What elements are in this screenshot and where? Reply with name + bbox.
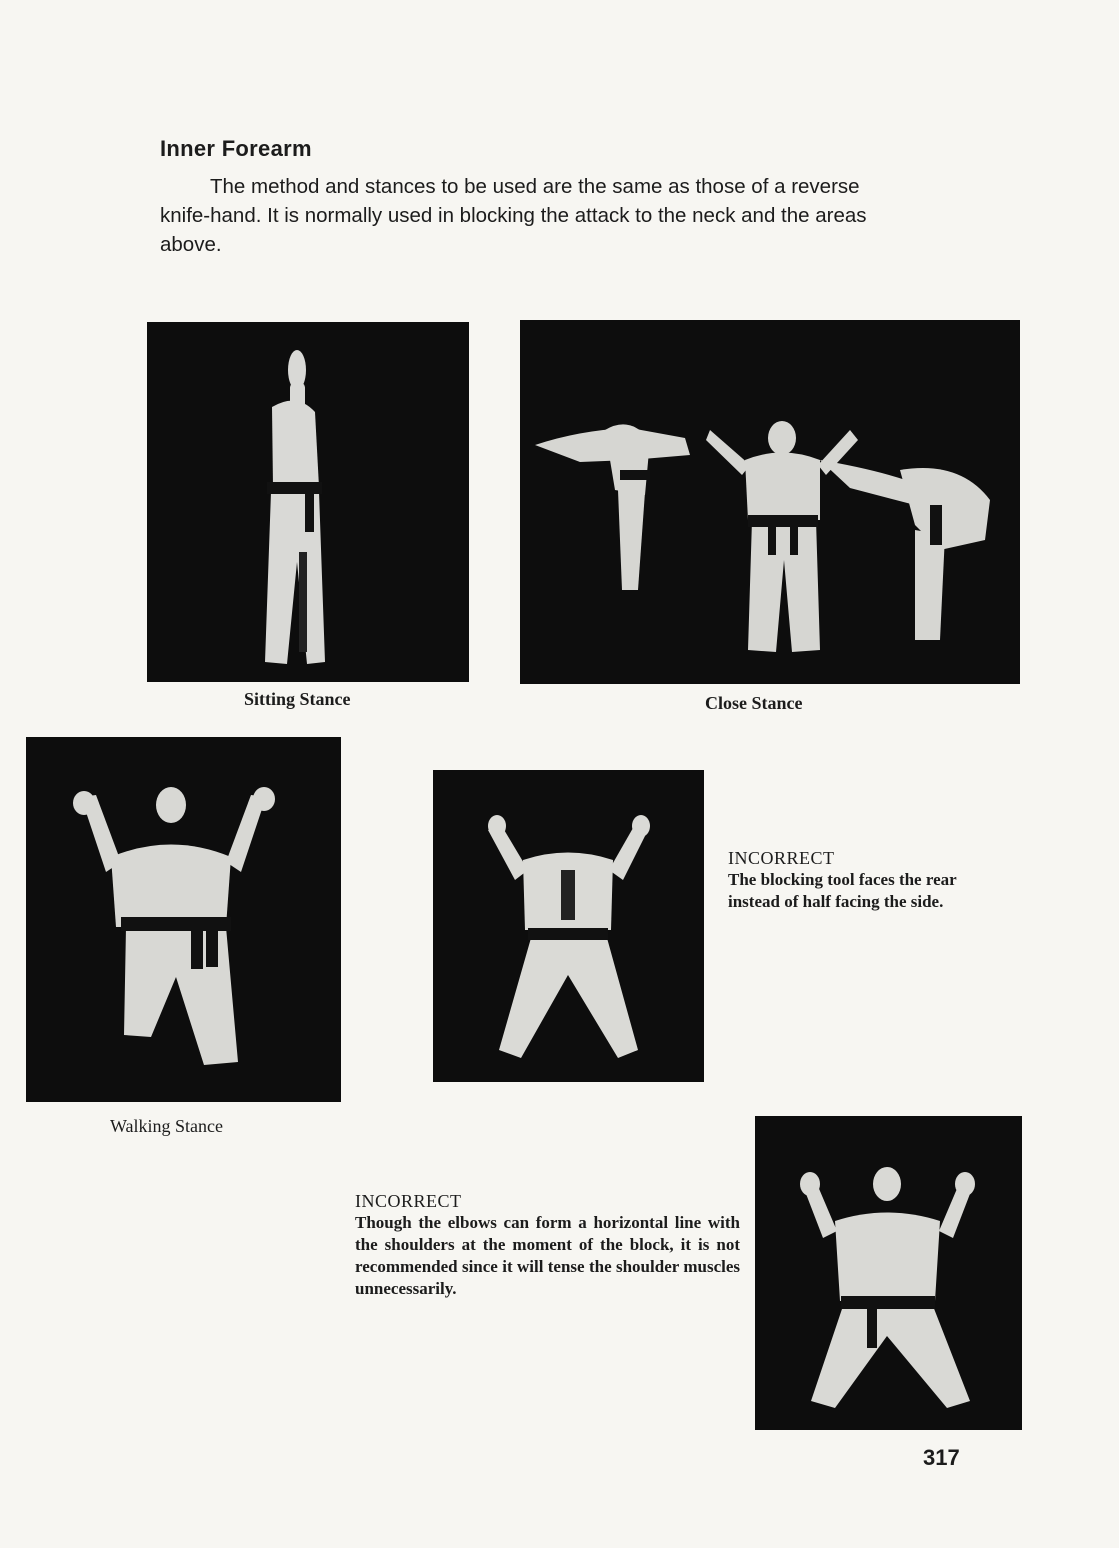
note-rear-title: INCORRECT [728, 848, 835, 868]
photo-sitting-stance [147, 322, 469, 682]
photo-incorrect-elbows [755, 1116, 1022, 1430]
caption-sitting-stance: Sitting Stance [244, 689, 351, 709]
note-incorrect-elbows [355, 1190, 740, 1300]
page-number: 317 [923, 1445, 960, 1470]
note-elbows-title: INCORRECT [355, 1191, 462, 1211]
photo-incorrect-rear [433, 770, 704, 1082]
section-heading: Inner Forearm [160, 136, 312, 161]
photo-close-stance [520, 320, 1020, 684]
note-incorrect-rear [728, 847, 988, 913]
note-elbows-body: Though the elbows can form a horizontal line with the shoulders at the moment of the block, it is not recommended since it will tense the shoulder muscles unnecessarily. [355, 1213, 740, 1298]
caption-walking-stance: Walking Stance [110, 1116, 224, 1136]
photo-walking-stance [26, 737, 341, 1102]
intro-paragraph: The method and stances to be used are the same as those of a reverse knife-hand. It is normally used in blocking the attack to the neck and the areas above. [160, 175, 867, 256]
caption-close-stance: Close Stance [705, 693, 803, 713]
note-rear-body: The blocking tool faces the rear instead of half facing the side. [728, 870, 957, 911]
